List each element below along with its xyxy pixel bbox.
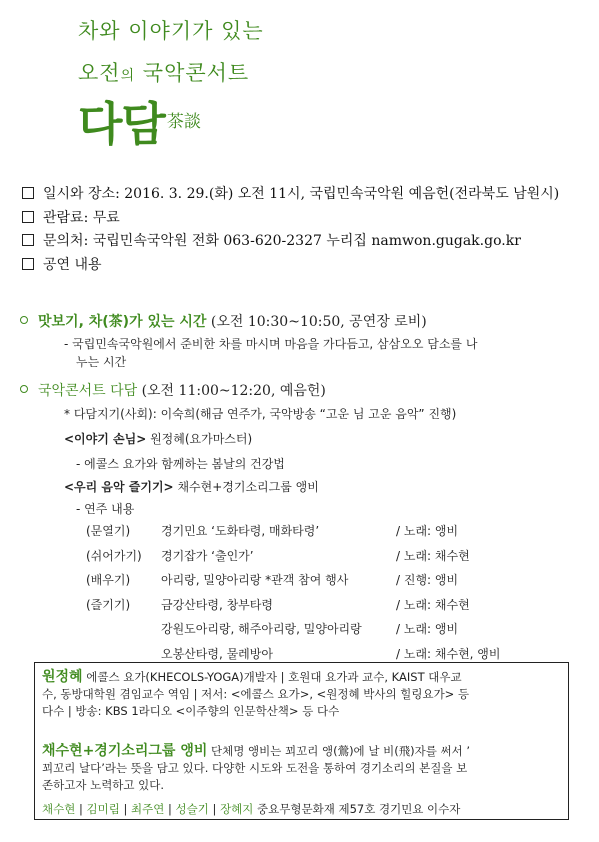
info-label: 일시와 장소: bbox=[43, 186, 125, 202]
schedule-song: 금강산타령, 창부타령 bbox=[161, 597, 273, 612]
schedule-part: (문열기) bbox=[86, 524, 131, 538]
concert-header bbox=[78, 18, 264, 149]
schedule-part: (쉬어가기) bbox=[86, 548, 142, 563]
profile-name: 원정혜 bbox=[42, 669, 83, 685]
tea-time-description bbox=[64, 335, 477, 371]
schedule-performer: / 노래: 채수현 bbox=[396, 548, 470, 563]
schedule-performer: / 노래: 채수현, 앵비 bbox=[396, 646, 501, 661]
profile-line bbox=[42, 669, 469, 686]
schedule-performer: / 노래: 채수현 bbox=[396, 597, 470, 612]
info-value: 국립민속국악원 전화 063-620-2327 누리집 namwon.gugak.go.kr bbox=[92, 233, 521, 249]
concert-title-hanja: 茶談 bbox=[166, 112, 201, 132]
header-subtitle-line1: 차와 이야기가 있는 bbox=[78, 19, 264, 43]
music-guest-value: 채수현+경기소리그룹 앵비 bbox=[173, 480, 319, 494]
profile-line: 수, 동방대학원 겸임교수 역임 | 저서: <에콜스 요가>, <원정혜 박사의 힐링요가> 등 bbox=[42, 687, 470, 701]
info-row-contact bbox=[22, 230, 559, 254]
member-name: 채수현 bbox=[42, 802, 76, 816]
profile-line: 존하고자 노력하고 있다. bbox=[42, 778, 165, 792]
section-heading: 국악콘서트 다담 bbox=[38, 383, 138, 399]
schedule-performer: / 노래: 앵비 bbox=[396, 524, 459, 538]
story-guest-value: 원정혜(요가마스터) bbox=[146, 432, 253, 446]
schedule-performer: / 노래: 앵비 bbox=[396, 622, 459, 636]
member-name: 장혜지 bbox=[220, 802, 254, 816]
profile-name: 채수현+경기소리그룹 앵비 bbox=[42, 743, 208, 759]
schedule-song: 강원도아리랑, 해주아리랑, 밀양아리랑 bbox=[161, 622, 362, 636]
schedule-part: (배우기) bbox=[86, 573, 131, 587]
music-guest-label: <우리 음악 즐기기> bbox=[64, 480, 174, 494]
header-gugak-concert: 국악콘서트 bbox=[135, 61, 250, 85]
profile-aengbi bbox=[42, 743, 470, 794]
info-label: 문의처: bbox=[43, 233, 93, 249]
schedule-part: (즐기기) bbox=[86, 597, 131, 612]
circle-bullet-icon bbox=[20, 316, 28, 324]
checkbox-icon bbox=[22, 258, 34, 270]
story-guest bbox=[64, 430, 252, 448]
header-subtitle-line2 bbox=[78, 60, 264, 89]
info-row-fee bbox=[22, 207, 559, 231]
info-label: 공연 내용 bbox=[43, 256, 102, 273]
schedule-song: 아리랑, 밀양아리랑 *관객 참여 행사 bbox=[161, 573, 349, 587]
member-name: 김미림 bbox=[86, 802, 120, 816]
checkbox-icon bbox=[22, 211, 34, 223]
header-morning: 오전 bbox=[78, 61, 121, 85]
concert-title: 다담 bbox=[78, 97, 165, 151]
info-label: 관람료: bbox=[43, 209, 93, 226]
header-particle: 의 bbox=[120, 68, 136, 84]
host-info: * 다담지기(사회): 이숙희(해금 연주가, 국악방송 “고운 님 고운 음악” 진행) bbox=[64, 407, 457, 421]
schedule-song: 경기잡가 ‘출인가’ bbox=[161, 548, 254, 563]
section-time-note: (오전 10:30~10:50, 공연장 로비) bbox=[206, 314, 427, 330]
header-title-row bbox=[78, 99, 264, 149]
event-info bbox=[22, 183, 559, 277]
description-line: - 국립민속국악원에서 준비한 차를 마시며 마음을 가다듬고, 삼삼오오 담소를 나 bbox=[64, 337, 478, 351]
info-value: 무료 bbox=[92, 209, 120, 226]
schedule-performer: / 진행: 앵비 bbox=[396, 573, 459, 587]
story-description: - 에콜스 요가와 함께하는 봄날의 건강법 bbox=[76, 457, 285, 471]
section-time-note: (오전 11:00~12:20, 예음헌) bbox=[137, 383, 326, 399]
section-heading: 맛보기, 차(茶)가 있는 시간 bbox=[38, 314, 207, 330]
profile-wonjeonghye bbox=[42, 669, 469, 720]
performer-profiles-box bbox=[34, 662, 569, 820]
profile-text: 단체명 앵비는 꾀꼬리 앵(鶯)에 날 비(飛)자를 써서 ’ bbox=[207, 744, 471, 758]
schedule-song: 경기민요 ‘도화타령, 매화타령’ bbox=[161, 524, 320, 538]
profile-line: 꾀꼬리 날다’라는 뜻을 담고 있다. 다양한 시도와 도전을 통하여 경기소리의 본질을 보 bbox=[42, 761, 468, 775]
circle-bullet-icon bbox=[20, 385, 28, 393]
program-title: - 연주 내용 bbox=[76, 502, 135, 516]
info-row-datetime bbox=[22, 183, 559, 207]
story-guest-label: <이야기 손님> bbox=[64, 432, 147, 446]
profile-line: 다수 | 방송: KBS 1라디오 <이주향의 인문학산책> 등 다수 bbox=[42, 704, 340, 718]
member-list: 채수현 | 김미림 | 최주연 | 성슬기 | 장혜지 중요무형문화재 제57호 경기민요 이수자 bbox=[42, 802, 461, 816]
section-concert bbox=[20, 380, 326, 400]
info-row-program bbox=[22, 254, 559, 278]
checkbox-icon bbox=[22, 234, 34, 246]
profile-line bbox=[42, 743, 470, 760]
description-line: 누는 시간 bbox=[76, 355, 127, 369]
info-value: 2016. 3. 29.(화) 오전 11시, 국립민속국악원 예음헌(전라북도 남원시) bbox=[124, 186, 560, 202]
section-tea-time bbox=[20, 311, 427, 331]
members-note: 중요무형문화재 제57호 경기민요 이수자 bbox=[253, 802, 461, 816]
member-name: 최주연 bbox=[131, 802, 165, 816]
music-guest bbox=[64, 478, 319, 496]
schedule-song: 오봉산타령, 물레방아 bbox=[161, 646, 273, 661]
profile-text: 에콜스 요가(KHECOLS-YOGA)개발자 | 호원대 요가과 교수, KAIST 대우교 bbox=[82, 670, 462, 684]
checkbox-icon bbox=[22, 187, 34, 199]
member-name: 성슬기 bbox=[175, 802, 209, 816]
